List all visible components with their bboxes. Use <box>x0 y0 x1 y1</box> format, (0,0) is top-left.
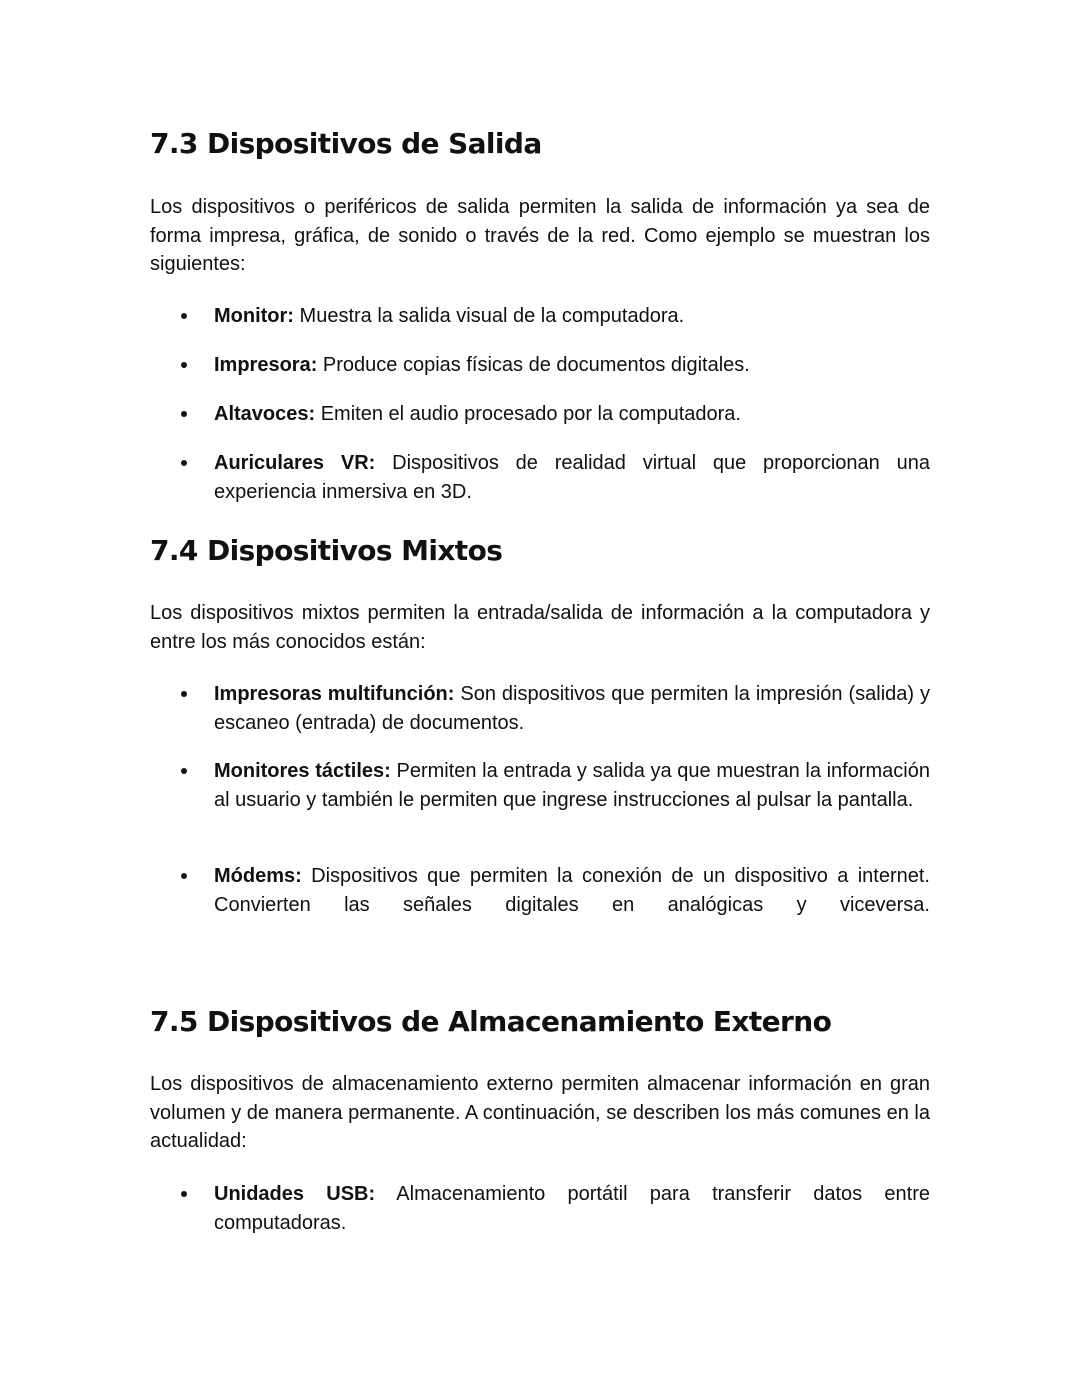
item-text: Son dispositivos que permiten la impresión (salida) y escaneo (entrada) de documentos. <box>214 683 930 734</box>
section-heading-7-3: 7.3 Dispositivos de Salida <box>150 127 542 160</box>
item-text: Dispositivos que permiten la conexión de un dispositivo a internet. Convierten las señales digitales en analógicas y viceversa. <box>214 865 930 916</box>
list-item <box>150 449 930 506</box>
list-item <box>150 1180 930 1237</box>
item-term: Impresoras multifunción: <box>214 683 455 705</box>
list-item <box>150 680 930 737</box>
bullet-icon <box>181 873 187 879</box>
bullet-icon <box>181 460 187 466</box>
item-term: Módems: <box>214 865 302 887</box>
bullet-icon <box>181 691 187 697</box>
section-intro-7-4: Los dispositivos mixtos permiten la entrada/salida de información a la computadora y entre los más conocidos están: <box>150 602 930 653</box>
item-text: Dispositivos de realidad virtual que proporcionan una experiencia inmersiva en 3D. <box>214 452 930 503</box>
list-item <box>150 862 930 919</box>
item-text: Emiten el audio procesado por la computadora. <box>315 403 741 425</box>
section-intro-7-3: Los dispositivos o periféricos de salida permiten la salida de información ya sea de forma impresa, gráfica, de sonido o través de la red. Como ejemplo se muestran los siguientes: <box>150 196 930 275</box>
item-text: Muestra la salida visual de la computadora. <box>293 305 685 327</box>
item-term: Altavoces: <box>214 403 316 425</box>
item-text: Permiten la entrada y salida ya que muestran la información al usuario y también le permiten que ingrese instrucciones al pulsar la pantalla. <box>214 760 930 811</box>
list-item <box>150 351 930 380</box>
item-term: Auriculares VR: <box>214 452 376 474</box>
bullet-icon <box>181 313 187 319</box>
bullet-icon <box>181 768 187 774</box>
list-item <box>150 400 930 429</box>
list-item <box>150 757 930 814</box>
bullet-icon <box>181 411 187 417</box>
list-item <box>150 302 930 331</box>
item-text: Produce copias físicas de documentos digitales. <box>317 354 750 376</box>
section-heading-7-4: 7.4 Dispositivos Mixtos <box>150 534 503 567</box>
item-text: Almacenamiento portátil para transferir datos entre computadoras. <box>214 1183 930 1234</box>
section-intro-7-5: Los dispositivos de almacenamiento externo permiten almacenar información en gran volumen y de manera permanente. A continuación, se describen los más comunes en la actualidad: <box>150 1073 930 1152</box>
bullet-icon <box>181 362 187 368</box>
section-heading-7-5: 7.5 Dispositivos de Almacenamiento Externo <box>150 1005 832 1038</box>
bullet-icon <box>181 1191 187 1197</box>
item-term: Monitores táctiles: <box>214 760 391 782</box>
item-term: Impresora: <box>214 354 318 376</box>
item-term: Unidades USB: <box>214 1183 376 1205</box>
item-term: Monitor: <box>214 305 294 327</box>
